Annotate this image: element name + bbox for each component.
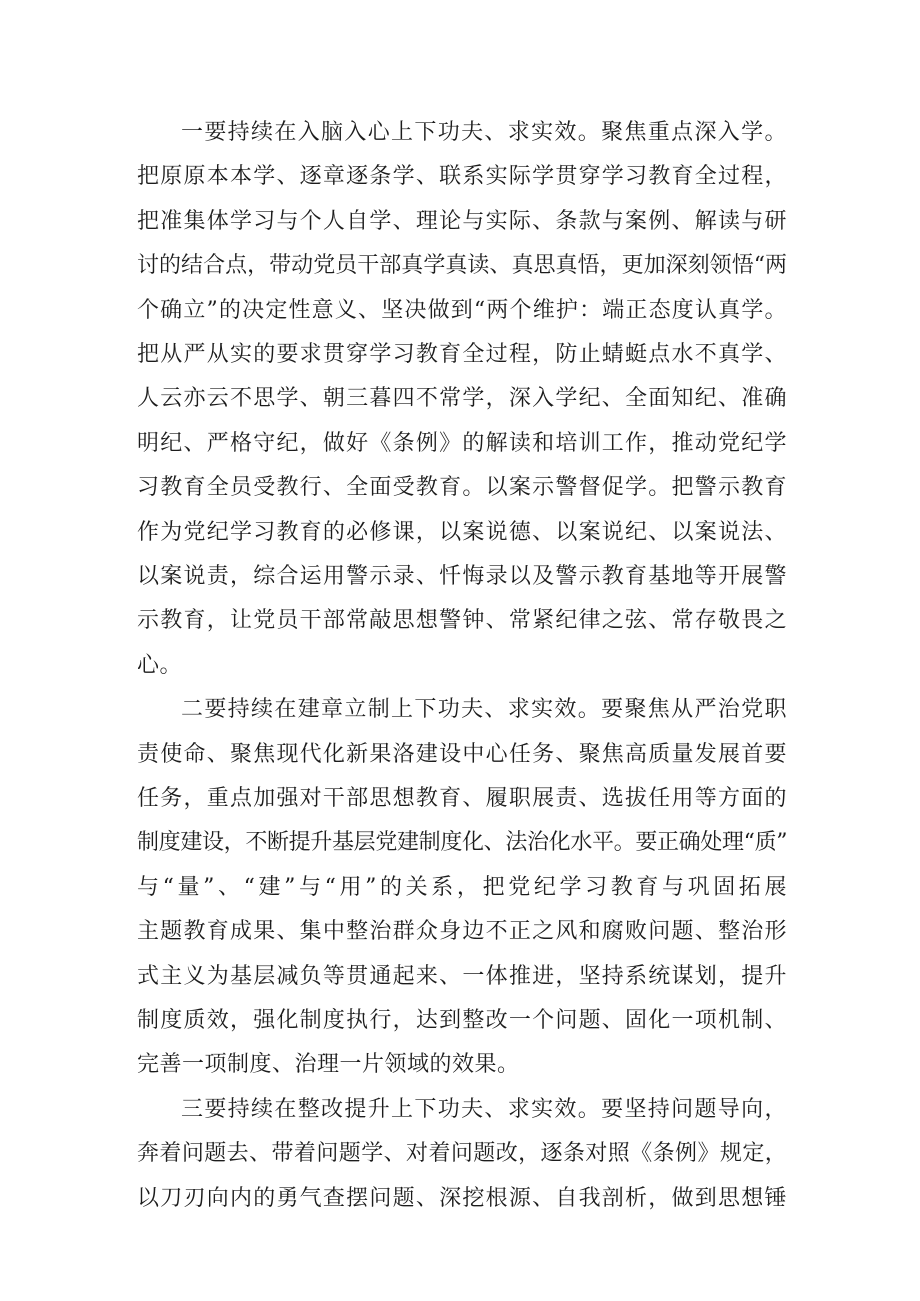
paragraph-2-line-3: 任务，重点加强对干部思想教育、履职展责、选拔任用等方面的: [137, 786, 787, 811]
paragraph-1-line-7: 人云亦云不思学、朝三暮四不常学，深入学纪、全面知纪、准确: [137, 386, 787, 411]
paragraph-3-line-1: 三要持续在整改提升上下功夫、求实效。要坚持问题导向，: [181, 1097, 787, 1122]
paragraph-1-line-8: 明纪、严格守纪，做好《条例》的解读和培训工作，推动党纪学: [137, 431, 787, 456]
paragraph-1-line-9: 习教育全员受教行、全面受教育。以案示警督促学。把警示教育: [137, 475, 787, 500]
paragraph-2-line-8: 制度质效，强化制度执行，达到整改一个问题、固化一项机制、: [137, 1008, 787, 1033]
paragraph-2-line-2: 责使命、聚焦现代化新果洛建设中心任务、聚焦高质量发展首要: [137, 742, 787, 767]
paragraph-2-line-4: 制度建设，不断提升基层党建制度化、法治化水平。要正确处理“质”: [137, 830, 787, 855]
paragraph-2-line-5: 与“量”、“建”与“用”的关系，把党纪学习教育与巩固拓展: [137, 875, 787, 900]
paragraph-1-line-6: 把从严从实的要求贯穿学习教育全过程，防止蜻蜓点水不真学、: [137, 342, 787, 367]
paragraph-1-line-12: 示教育，让党员干部常敲思想警钟、常紧纪律之弦、常存敬畏之: [137, 608, 787, 633]
paragraph-1-line-3: 把准集体学习与个人自学、理论与实际、条款与案例、解读与研: [137, 209, 787, 234]
paragraph-2-line-9: 完善一项制度、治理一片领域的效果。: [137, 1052, 520, 1077]
paragraph-1-line-4: 讨的结合点，带动党员干部真学真读、真思真悟，更加深刻领悟“两: [137, 253, 787, 278]
paragraph-3-line-3: 以刀刃向内的勇气查摆问题、深挖根源、自我剖析，做到思想锤: [137, 1186, 787, 1211]
paragraph-1-line-2: 把原原本本学、逐章逐条学、联系实际学贯穿学习教育全过程，: [137, 164, 787, 189]
paragraph-3-line-2: 奔着问题去、带着问题学、对着问题改，逐条对照《条例》规定，: [137, 1141, 787, 1166]
paragraph-1-line-5: 个确立”的决定性意义、坚决做到“两个维护：端正态度认真学。: [137, 298, 787, 323]
paragraph-2-line-7: 式主义为基层减负等贯通起来、一体推进，坚持系统谋划，提升: [137, 964, 787, 989]
paragraph-2-line-1: 二要持续在建章立制上下功夫、求实效。要聚焦从严治党职: [181, 697, 787, 722]
paragraph-1-line-10: 作为党纪学习教育的必修课，以案说德、以案说纪、以案说法、: [137, 520, 787, 545]
paragraph-1-line-13: 心。: [137, 653, 183, 678]
paragraph-2-line-6: 主题教育成果、集中整治群众身边不正之风和腐败问题、整治形: [137, 919, 787, 944]
paragraph-1-line-11: 以案说责，综合运用警示录、忏悔录以及警示教育基地等开展警: [137, 564, 787, 589]
paragraph-1-line-1: 一要持续在入脑入心上下功夫、求实效。聚焦重点深入学。: [181, 120, 787, 145]
